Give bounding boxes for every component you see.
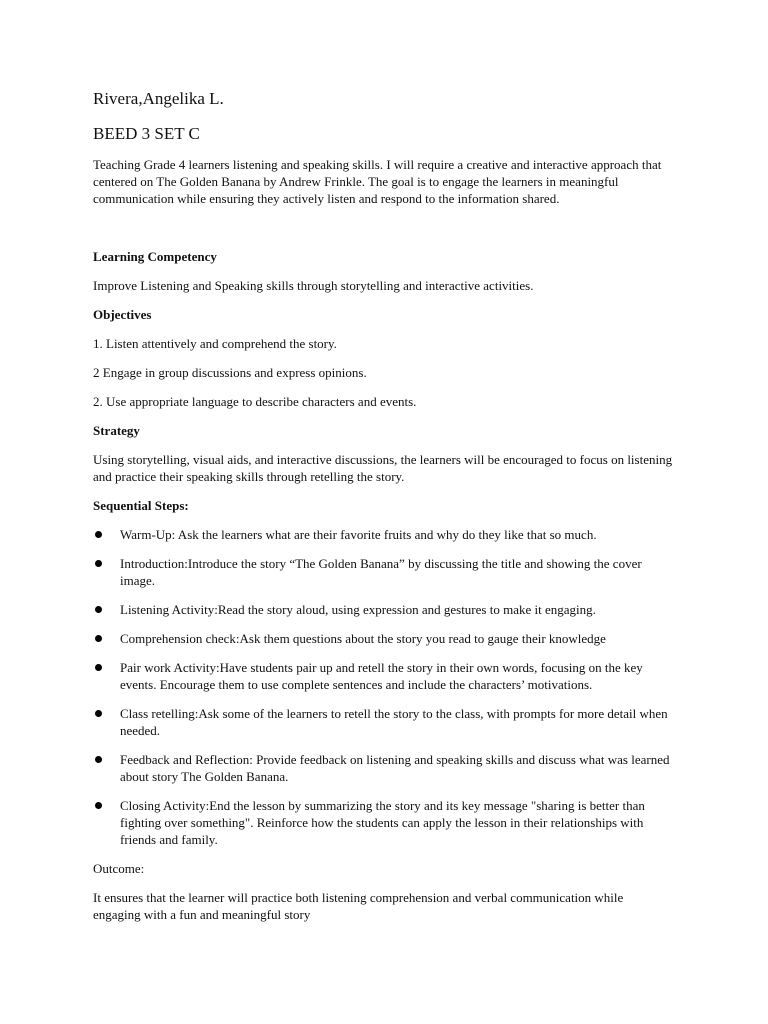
- author-name: Rivera,Angelika L.: [93, 89, 224, 108]
- bullet-icon: [95, 756, 102, 763]
- outcome-heading: Outcome:: [93, 861, 145, 876]
- bullet-icon: [95, 560, 102, 567]
- step-text: Class retelling:Ask some of the learners to retell the story to the class, with prompts for more detail when needed.: [120, 706, 668, 738]
- strategy-heading: Strategy: [93, 423, 140, 438]
- bullet-icon: [95, 664, 102, 671]
- step-text: Warm-Up: Ask the learners what are their favorite fruits and why do they like that so much.: [120, 527, 597, 542]
- bullet-icon: [95, 606, 102, 613]
- objective-item: 2. Use appropriate language to describe characters and events.: [93, 394, 417, 409]
- competency-text: Improve Listening and Speaking skills through storytelling and interactive activities.: [93, 278, 534, 293]
- steps-heading: Sequential Steps:: [93, 498, 189, 513]
- course-section: BEED 3 SET C: [93, 124, 200, 143]
- objectives-heading: Objectives: [93, 307, 152, 322]
- bullet-icon: [95, 635, 102, 642]
- strategy-text: Using storytelling, visual aids, and interactive discussions, the learners will be encouraged to focus on listening and practice their speaking skills through retelling the story.: [93, 452, 673, 484]
- step-text: Listening Activity:Read the story aloud, using expression and gestures to make it engaging.: [120, 602, 596, 617]
- bullet-icon: [95, 531, 102, 538]
- step-text: Pair work Activity:Have students pair up and retell the story in their own words, focusing on the key events. Encourage them to use complete sentences and include the characters’ motivations.: [120, 660, 643, 692]
- step-text: Closing Activity:End the lesson by summarizing the story and its key message "sharing is better than fighting over something". Reinforce how the students can apply the lesson in their relationships with friends and family.: [120, 798, 645, 847]
- objective-item: 1. Listen attentively and comprehend the story.: [93, 336, 337, 351]
- bullet-icon: [95, 802, 102, 809]
- objective-item: 2 Engage in group discussions and express opinions.: [93, 365, 367, 380]
- bullet-icon: [95, 710, 102, 717]
- competency-heading: Learning Competency: [93, 249, 217, 264]
- step-text: Feedback and Reflection: Provide feedback on listening and speaking skills and discuss what was learned about story The Golden Banana.: [120, 752, 670, 784]
- step-text: Comprehension check:Ask them questions about the story you read to gauge their knowledge: [120, 631, 606, 646]
- step-text: Introduction:Introduce the story “The Golden Banana” by discussing the title and showing the cover image.: [120, 556, 642, 588]
- outcome-text: It ensures that the learner will practice both listening comprehension and verbal communication while engaging with a fun and meaningful story: [93, 890, 624, 922]
- intro-paragraph: Teaching Grade 4 learners listening and speaking skills. I will require a creative and interactive approach that centered on The Golden Banana by Andrew Frinkle. The goal is to engage the learners in meaningful communication while ensuring they actively listen and respond to the information shared.: [93, 157, 662, 206]
